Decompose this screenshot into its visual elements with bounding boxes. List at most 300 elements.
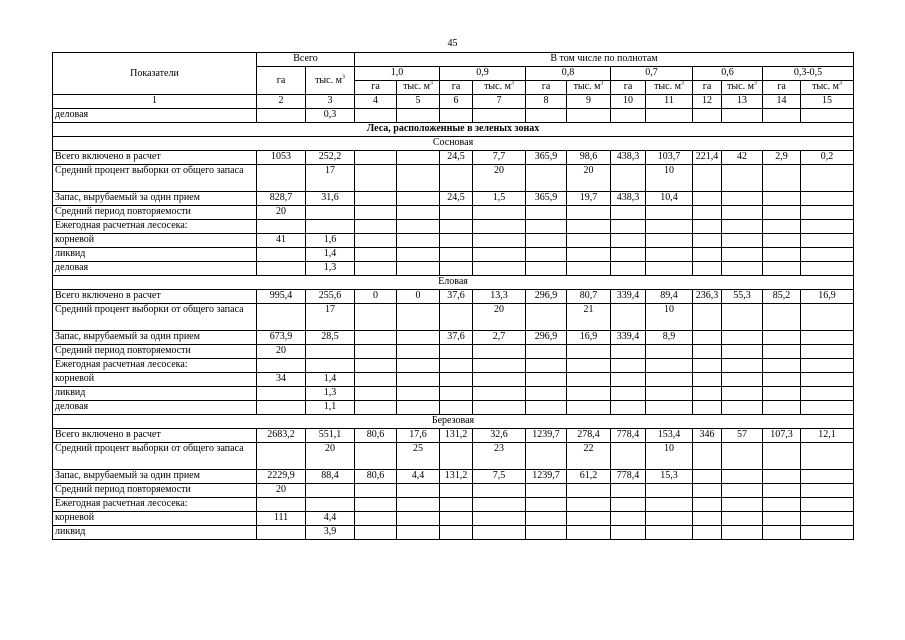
table-cell <box>397 248 440 262</box>
header-density-4: 0,7 <box>611 67 693 81</box>
table-cell <box>693 345 722 359</box>
table-row <box>53 165 854 192</box>
table-cell: 8,9 <box>646 331 693 345</box>
table-cell: 10 <box>646 304 693 331</box>
table-cell <box>763 109 801 123</box>
table-cell <box>257 526 306 540</box>
table-cell <box>306 498 355 512</box>
table-cell: 80,6 <box>355 470 397 484</box>
table-row <box>53 304 854 331</box>
header-total-vol: тыс. $м^3$ <box>306 67 355 95</box>
table-cell <box>763 206 801 220</box>
table-cell <box>306 359 355 373</box>
header-density-6: 0,3-0,5 <box>763 67 854 81</box>
row-label: Ежегодная расчетная лесосека: <box>53 359 257 373</box>
table-cell <box>526 248 567 262</box>
table-cell <box>473 498 526 512</box>
table-cell: 80,7 <box>567 290 611 304</box>
table-row <box>53 484 854 498</box>
section-heading: Березовая <box>53 415 854 429</box>
table-cell <box>722 220 763 234</box>
table-cell: 153,4 <box>646 429 693 443</box>
table-cell: 1239,7 <box>526 429 567 443</box>
table-cell <box>611 220 646 234</box>
table-cell <box>355 151 397 165</box>
table-row <box>53 109 854 123</box>
table-cell: 296,9 <box>526 290 567 304</box>
table-cell: 236,3 <box>693 290 722 304</box>
header-density-3: 0,8 <box>526 67 611 81</box>
table-cell <box>257 387 306 401</box>
table-cell: 255,6 <box>306 290 355 304</box>
table-cell <box>801 206 854 220</box>
table-cell <box>693 165 722 192</box>
column-number: 8 <box>526 95 567 109</box>
column-number: 14 <box>763 95 801 109</box>
table-cell <box>473 401 526 415</box>
table-cell <box>763 304 801 331</box>
table-cell: 89,4 <box>646 290 693 304</box>
table-cell: 28,5 <box>306 331 355 345</box>
header-total: Всего <box>257 53 355 67</box>
table-cell <box>763 401 801 415</box>
table-cell: 0 <box>397 290 440 304</box>
table-cell <box>611 165 646 192</box>
table-cell <box>397 206 440 220</box>
table-cell <box>440 165 473 192</box>
table-cell <box>397 262 440 276</box>
table-cell: 20 <box>567 165 611 192</box>
table-cell <box>611 484 646 498</box>
column-number: 2 <box>257 95 306 109</box>
column-number: 4 <box>355 95 397 109</box>
column-number: 1 <box>53 95 257 109</box>
table-cell: 221,4 <box>693 151 722 165</box>
table-cell: 22 <box>567 443 611 470</box>
column-number: 5 <box>397 95 440 109</box>
unit-ha: га <box>611 81 646 95</box>
table-row <box>53 220 854 234</box>
table-row <box>53 345 854 359</box>
table-row <box>53 123 854 137</box>
table-cell <box>473 484 526 498</box>
table-row <box>53 248 854 262</box>
table-cell <box>526 512 567 526</box>
table-cell <box>355 387 397 401</box>
table-cell <box>611 526 646 540</box>
table-cell <box>693 484 722 498</box>
table-cell: 34 <box>257 373 306 387</box>
row-label: Запас, вырубаемый за один прием <box>53 331 257 345</box>
table-cell <box>526 498 567 512</box>
table-cell <box>722 484 763 498</box>
table-cell: 12,1 <box>801 429 854 443</box>
table-cell: 673,9 <box>257 331 306 345</box>
table-cell <box>526 304 567 331</box>
row-label: Средний процент выборки от общего запаса <box>53 443 257 470</box>
table-cell: 57 <box>722 429 763 443</box>
header-density-2: 0,9 <box>440 67 526 81</box>
table-cell <box>722 331 763 345</box>
table-cell <box>306 345 355 359</box>
table-row <box>53 443 854 470</box>
table-cell <box>440 234 473 248</box>
column-number: 12 <box>693 95 722 109</box>
table-row <box>53 415 854 429</box>
forest-table <box>52 52 854 540</box>
table-cell <box>693 262 722 276</box>
table-cell <box>693 373 722 387</box>
table-cell <box>763 331 801 345</box>
table-cell: 13,3 <box>473 290 526 304</box>
table-cell <box>473 206 526 220</box>
table-cell: 131,2 <box>440 470 473 484</box>
row-label: Всего включено в расчет <box>53 429 257 443</box>
table-cell <box>567 109 611 123</box>
table-row <box>53 526 854 540</box>
table-cell: 3,9 <box>306 526 355 540</box>
table-cell <box>693 359 722 373</box>
table-cell <box>693 248 722 262</box>
table-cell: 23 <box>473 443 526 470</box>
table-cell <box>611 359 646 373</box>
table-cell <box>526 526 567 540</box>
table-cell: 42 <box>722 151 763 165</box>
table-cell <box>722 526 763 540</box>
table-cell <box>693 512 722 526</box>
table-cell <box>646 220 693 234</box>
row-label: ликвид <box>53 526 257 540</box>
table-cell: 0 <box>355 290 397 304</box>
column-number: 11 <box>646 95 693 109</box>
table-cell <box>722 262 763 276</box>
column-number: 3 <box>306 95 355 109</box>
unit-ha: га <box>526 81 567 95</box>
table-cell <box>693 234 722 248</box>
table-cell <box>722 470 763 484</box>
table-cell <box>257 359 306 373</box>
table-cell <box>440 248 473 262</box>
table-cell <box>646 373 693 387</box>
table-cell <box>397 387 440 401</box>
table-cell <box>801 192 854 206</box>
row-label: Запас, вырубаемый за один прием <box>53 470 257 484</box>
table-cell <box>646 512 693 526</box>
table-cell: 61,2 <box>567 470 611 484</box>
table-cell <box>722 109 763 123</box>
table-cell <box>526 234 567 248</box>
table-cell <box>526 387 567 401</box>
row-label: корневой <box>53 234 257 248</box>
table-cell: 252,2 <box>306 151 355 165</box>
table-cell <box>257 165 306 192</box>
table-cell: 16,9 <box>567 331 611 345</box>
table-cell <box>693 192 722 206</box>
table-row <box>53 151 854 165</box>
table-cell <box>611 262 646 276</box>
table-cell <box>722 512 763 526</box>
unit-ha: га <box>693 81 722 95</box>
table-cell <box>355 109 397 123</box>
table-row <box>53 512 854 526</box>
unit-volume: тыс. $м^3$ <box>801 81 854 95</box>
table-cell <box>473 387 526 401</box>
table-cell: 438,3 <box>611 151 646 165</box>
column-number: 15 <box>801 95 854 109</box>
table-cell <box>473 220 526 234</box>
table-cell <box>801 262 854 276</box>
table-cell <box>473 526 526 540</box>
table-cell: 2683,2 <box>257 429 306 443</box>
table-cell <box>257 401 306 415</box>
row-label: Средний процент выборки от общего запаса <box>53 165 257 192</box>
table-cell <box>763 248 801 262</box>
table-cell <box>526 206 567 220</box>
table-row <box>53 262 854 276</box>
section-heading: Леса, расположенные в зеленых зонах <box>53 123 854 137</box>
table-cell <box>567 401 611 415</box>
table-cell <box>526 359 567 373</box>
table-cell: 20 <box>306 443 355 470</box>
header-density-5: 0,6 <box>693 67 763 81</box>
table-cell <box>801 443 854 470</box>
header-total-ha: га <box>257 67 306 95</box>
table-cell <box>722 443 763 470</box>
table-cell <box>646 262 693 276</box>
table-row <box>53 498 854 512</box>
table-cell <box>567 345 611 359</box>
table-cell: 55,3 <box>722 290 763 304</box>
table-cell <box>440 387 473 401</box>
table-cell: 24,5 <box>440 192 473 206</box>
table-cell <box>801 220 854 234</box>
table-cell: 20 <box>257 206 306 220</box>
table-cell <box>567 484 611 498</box>
table-cell <box>763 526 801 540</box>
row-label: Средний период повторяемости <box>53 484 257 498</box>
table-cell <box>440 401 473 415</box>
unit-volume: тыс. $м^3$ <box>722 81 763 95</box>
table-cell <box>355 234 397 248</box>
table-cell <box>567 206 611 220</box>
table-cell <box>646 401 693 415</box>
unit-volume: тыс. $м^3$ <box>567 81 611 95</box>
table-cell <box>526 165 567 192</box>
table-cell <box>693 401 722 415</box>
table-cell: 346 <box>693 429 722 443</box>
table-cell: 339,4 <box>611 331 646 345</box>
row-label: ликвид <box>53 387 257 401</box>
table-cell <box>397 526 440 540</box>
table-cell: 995,4 <box>257 290 306 304</box>
table-cell <box>646 206 693 220</box>
table-cell <box>611 304 646 331</box>
table-cell <box>440 206 473 220</box>
table-cell <box>473 248 526 262</box>
table-cell <box>355 262 397 276</box>
table-cell <box>440 359 473 373</box>
table-cell: 365,9 <box>526 192 567 206</box>
table-cell <box>646 248 693 262</box>
table-cell: 1,3 <box>306 387 355 401</box>
table-cell <box>763 484 801 498</box>
table-cell <box>693 109 722 123</box>
table-row <box>53 192 854 206</box>
table-cell: 98,6 <box>567 151 611 165</box>
table-cell <box>526 373 567 387</box>
table-cell <box>763 373 801 387</box>
table-cell <box>801 526 854 540</box>
table-cell <box>526 262 567 276</box>
table-cell <box>763 220 801 234</box>
table-cell: 37,6 <box>440 331 473 345</box>
table-cell <box>646 526 693 540</box>
table-cell <box>526 443 567 470</box>
table-cell <box>440 220 473 234</box>
table-cell <box>611 373 646 387</box>
table-cell <box>473 109 526 123</box>
table-cell: 296,9 <box>526 331 567 345</box>
table-cell: 4,4 <box>306 512 355 526</box>
table-cell <box>801 401 854 415</box>
table-cell <box>397 220 440 234</box>
table-cell <box>440 443 473 470</box>
table-cell <box>646 359 693 373</box>
table-cell <box>611 498 646 512</box>
table-cell <box>611 345 646 359</box>
table-cell <box>440 512 473 526</box>
table-cell <box>801 498 854 512</box>
table-cell <box>763 345 801 359</box>
table-row <box>53 331 854 345</box>
unit-volume: тыс. $м^3$ <box>397 81 440 95</box>
table-cell: 19,7 <box>567 192 611 206</box>
header-density-1: 1,0 <box>355 67 440 81</box>
table-cell: 32,6 <box>473 429 526 443</box>
table-cell <box>693 470 722 484</box>
table-cell <box>440 484 473 498</box>
table-cell <box>526 109 567 123</box>
table-cell: 1,1 <box>306 401 355 415</box>
table-cell <box>801 304 854 331</box>
table-cell <box>257 109 306 123</box>
table-cell <box>801 345 854 359</box>
table-cell: 31,6 <box>306 192 355 206</box>
table-row <box>53 290 854 304</box>
column-number: 7 <box>473 95 526 109</box>
table-cell <box>473 262 526 276</box>
table-row <box>53 401 854 415</box>
column-number: 10 <box>611 95 646 109</box>
table-cell <box>526 484 567 498</box>
unit-ha: га <box>440 81 473 95</box>
table-cell: 15,3 <box>646 470 693 484</box>
table-cell: 1053 <box>257 151 306 165</box>
unit-ha: га <box>355 81 397 95</box>
table-cell <box>722 345 763 359</box>
table-cell <box>257 262 306 276</box>
table-cell <box>611 512 646 526</box>
table-cell <box>801 512 854 526</box>
table-cell <box>801 470 854 484</box>
table-cell: 10 <box>646 165 693 192</box>
column-number: 6 <box>440 95 473 109</box>
row-label: Всего включено в расчет <box>53 151 257 165</box>
row-label: деловая <box>53 262 257 276</box>
unit-ha: га <box>763 81 801 95</box>
table-cell: 20 <box>257 484 306 498</box>
table-cell: 1,6 <box>306 234 355 248</box>
table-cell: 778,4 <box>611 470 646 484</box>
section-heading: Сосновая <box>53 137 854 151</box>
table-cell: 20 <box>257 345 306 359</box>
table-cell <box>355 345 397 359</box>
table-cell <box>693 387 722 401</box>
header-row-1 <box>53 53 854 67</box>
table-cell: 17 <box>306 165 355 192</box>
column-number: 13 <box>722 95 763 109</box>
table-cell <box>355 331 397 345</box>
table-cell: 20 <box>473 304 526 331</box>
table-cell: 17,6 <box>397 429 440 443</box>
table-cell <box>611 206 646 220</box>
table-cell <box>763 234 801 248</box>
table-cell: 1,3 <box>306 262 355 276</box>
table-cell <box>763 165 801 192</box>
table-cell <box>440 345 473 359</box>
table-row <box>53 359 854 373</box>
table-row <box>53 206 854 220</box>
table-cell <box>801 373 854 387</box>
table-cell <box>567 234 611 248</box>
table-cell <box>257 443 306 470</box>
table-cell <box>693 526 722 540</box>
table-cell <box>646 387 693 401</box>
table-cell <box>646 484 693 498</box>
table-cell <box>306 220 355 234</box>
table-cell: 438,3 <box>611 192 646 206</box>
table-cell <box>801 234 854 248</box>
table-cell <box>801 484 854 498</box>
table-cell <box>722 498 763 512</box>
table-cell <box>355 373 397 387</box>
table-cell <box>355 401 397 415</box>
column-number: 9 <box>567 95 611 109</box>
header-by-density: В том числе по полнотам <box>355 53 854 67</box>
table-cell <box>355 526 397 540</box>
table-cell <box>801 109 854 123</box>
row-label: Ежегодная расчетная лесосека: <box>53 498 257 512</box>
table-cell <box>397 192 440 206</box>
table-cell <box>763 262 801 276</box>
table-cell: 111 <box>257 512 306 526</box>
table-cell <box>801 359 854 373</box>
table-cell <box>355 165 397 192</box>
table-cell: 1239,7 <box>526 470 567 484</box>
table-cell: 278,4 <box>567 429 611 443</box>
table-cell <box>722 359 763 373</box>
table-cell <box>397 484 440 498</box>
table-cell: 80,6 <box>355 429 397 443</box>
table-cell <box>801 331 854 345</box>
table-cell: 37,6 <box>440 290 473 304</box>
column-number-row <box>53 95 854 109</box>
table-cell <box>355 192 397 206</box>
table-cell: 24,5 <box>440 151 473 165</box>
table-cell: 2,7 <box>473 331 526 345</box>
table-cell <box>257 248 306 262</box>
table-cell <box>397 345 440 359</box>
